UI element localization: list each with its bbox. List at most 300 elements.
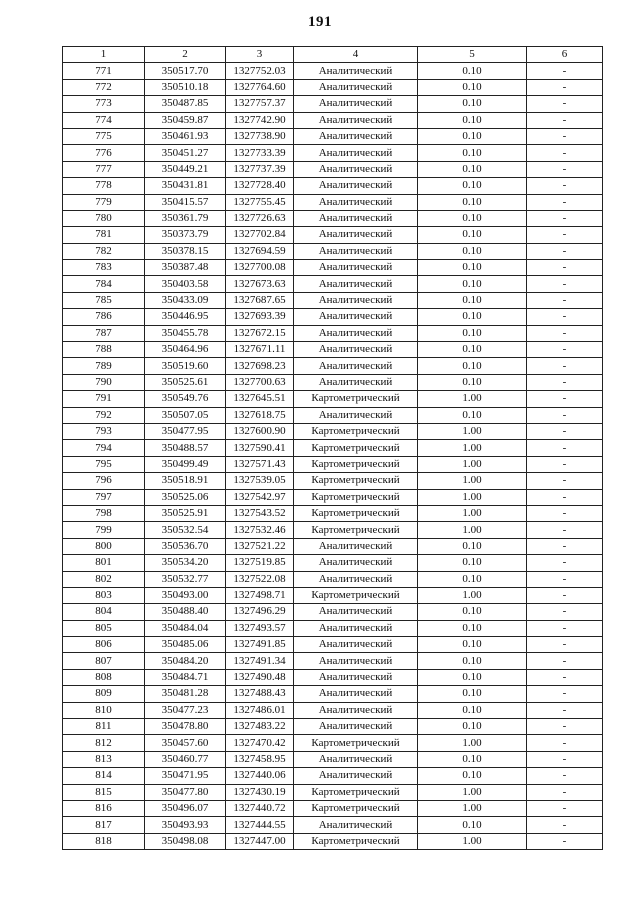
x-coordinate-cell: 350373.79 — [145, 227, 226, 243]
point-number-cell: 792 — [63, 407, 145, 423]
note-cell: - — [527, 800, 603, 816]
y-coordinate-cell: 1327764.60 — [226, 79, 294, 95]
accuracy-cell: 1.00 — [418, 784, 527, 800]
method-cell: Аналитический — [294, 128, 418, 144]
point-number-cell: 807 — [63, 653, 145, 669]
column-header: 1 — [63, 47, 145, 63]
y-coordinate-cell: 1327430.19 — [226, 784, 294, 800]
x-coordinate-cell: 350532.77 — [145, 571, 226, 587]
table-row — [63, 637, 603, 653]
y-coordinate-cell: 1327543.52 — [226, 505, 294, 521]
y-coordinate-cell: 1327737.39 — [226, 161, 294, 177]
note-cell: - — [527, 374, 603, 390]
accuracy-cell: 1.00 — [418, 587, 527, 603]
method-cell: Аналитический — [294, 178, 418, 194]
table-row — [63, 178, 603, 194]
accuracy-cell: 0.10 — [418, 817, 527, 833]
coordinates-table — [62, 46, 603, 850]
method-cell: Аналитический — [294, 817, 418, 833]
note-cell: - — [527, 702, 603, 718]
accuracy-cell: 0.10 — [418, 145, 527, 161]
y-coordinate-cell: 1327440.72 — [226, 800, 294, 816]
method-cell: Картометрический — [294, 505, 418, 521]
y-coordinate-cell: 1327618.75 — [226, 407, 294, 423]
point-number-cell: 818 — [63, 833, 145, 849]
method-cell: Аналитический — [294, 669, 418, 685]
note-cell: - — [527, 128, 603, 144]
x-coordinate-cell: 350464.96 — [145, 342, 226, 358]
point-number-cell: 811 — [63, 719, 145, 735]
table-row — [63, 79, 603, 95]
y-coordinate-cell: 1327488.43 — [226, 686, 294, 702]
accuracy-cell: 1.00 — [418, 473, 527, 489]
x-coordinate-cell: 350525.06 — [145, 489, 226, 505]
accuracy-cell: 0.10 — [418, 161, 527, 177]
point-number-cell: 810 — [63, 702, 145, 718]
point-number-cell: 801 — [63, 555, 145, 571]
accuracy-cell: 0.10 — [418, 112, 527, 128]
accuracy-cell: 0.10 — [418, 637, 527, 653]
point-number-cell: 782 — [63, 243, 145, 259]
note-cell: - — [527, 784, 603, 800]
note-cell: - — [527, 538, 603, 554]
table-row — [63, 800, 603, 816]
note-cell: - — [527, 276, 603, 292]
note-cell: - — [527, 309, 603, 325]
accuracy-cell: 1.00 — [418, 505, 527, 521]
y-coordinate-cell: 1327600.90 — [226, 423, 294, 439]
accuracy-cell: 1.00 — [418, 489, 527, 505]
method-cell: Аналитический — [294, 555, 418, 571]
x-coordinate-cell: 350481.28 — [145, 686, 226, 702]
table-header-row — [63, 47, 603, 63]
note-cell: - — [527, 473, 603, 489]
x-coordinate-cell: 350549.76 — [145, 391, 226, 407]
method-cell: Аналитический — [294, 342, 418, 358]
x-coordinate-cell: 350525.91 — [145, 505, 226, 521]
note-cell: - — [527, 96, 603, 112]
table-row — [63, 587, 603, 603]
x-coordinate-cell: 350457.60 — [145, 735, 226, 751]
accuracy-cell: 0.10 — [418, 63, 527, 79]
table-row — [63, 292, 603, 308]
note-cell: - — [527, 112, 603, 128]
point-number-cell: 787 — [63, 325, 145, 341]
x-coordinate-cell: 350488.40 — [145, 604, 226, 620]
accuracy-cell: 0.10 — [418, 407, 527, 423]
table-row — [63, 751, 603, 767]
x-coordinate-cell: 350361.79 — [145, 210, 226, 226]
y-coordinate-cell: 1327496.29 — [226, 604, 294, 620]
x-coordinate-cell: 350431.81 — [145, 178, 226, 194]
method-cell: Аналитический — [294, 210, 418, 226]
accuracy-cell: 0.10 — [418, 276, 527, 292]
point-number-cell: 798 — [63, 505, 145, 521]
y-coordinate-cell: 1327519.85 — [226, 555, 294, 571]
accuracy-cell: 1.00 — [418, 833, 527, 849]
table-row — [63, 407, 603, 423]
method-cell: Картометрический — [294, 784, 418, 800]
method-cell: Аналитический — [294, 112, 418, 128]
point-number-cell: 809 — [63, 686, 145, 702]
note-cell: - — [527, 423, 603, 439]
accuracy-cell: 0.10 — [418, 358, 527, 374]
method-cell: Картометрический — [294, 456, 418, 472]
y-coordinate-cell: 1327671.11 — [226, 342, 294, 358]
table-row — [63, 391, 603, 407]
note-cell: - — [527, 440, 603, 456]
y-coordinate-cell: 1327733.39 — [226, 145, 294, 161]
accuracy-cell: 0.10 — [418, 194, 527, 210]
note-cell: - — [527, 653, 603, 669]
point-number-cell: 791 — [63, 391, 145, 407]
x-coordinate-cell: 350477.23 — [145, 702, 226, 718]
note-cell: - — [527, 686, 603, 702]
table-row — [63, 555, 603, 571]
table-row — [63, 653, 603, 669]
accuracy-cell: 1.00 — [418, 522, 527, 538]
method-cell: Аналитический — [294, 686, 418, 702]
x-coordinate-cell: 350487.85 — [145, 96, 226, 112]
method-cell: Аналитический — [294, 620, 418, 636]
note-cell: - — [527, 292, 603, 308]
accuracy-cell: 0.10 — [418, 620, 527, 636]
method-cell: Аналитический — [294, 292, 418, 308]
x-coordinate-cell: 350488.57 — [145, 440, 226, 456]
x-coordinate-cell: 350525.61 — [145, 374, 226, 390]
y-coordinate-cell: 1327738.90 — [226, 128, 294, 144]
note-cell: - — [527, 555, 603, 571]
accuracy-cell: 1.00 — [418, 735, 527, 751]
method-cell: Картометрический — [294, 440, 418, 456]
method-cell: Картометрический — [294, 423, 418, 439]
accuracy-cell: 0.10 — [418, 751, 527, 767]
accuracy-cell: 0.10 — [418, 538, 527, 554]
y-coordinate-cell: 1327491.34 — [226, 653, 294, 669]
table-row — [63, 604, 603, 620]
accuracy-cell: 0.10 — [418, 260, 527, 276]
y-coordinate-cell: 1327672.15 — [226, 325, 294, 341]
x-coordinate-cell: 350485.06 — [145, 637, 226, 653]
note-cell: - — [527, 587, 603, 603]
y-coordinate-cell: 1327498.71 — [226, 587, 294, 603]
point-number-cell: 771 — [63, 63, 145, 79]
note-cell: - — [527, 178, 603, 194]
table-row — [63, 571, 603, 587]
point-number-cell: 773 — [63, 96, 145, 112]
accuracy-cell: 0.10 — [418, 342, 527, 358]
note-cell: - — [527, 489, 603, 505]
point-number-cell: 816 — [63, 800, 145, 816]
y-coordinate-cell: 1327440.06 — [226, 768, 294, 784]
x-coordinate-cell: 350536.70 — [145, 538, 226, 554]
method-cell: Картометрический — [294, 800, 418, 816]
x-coordinate-cell: 350518.91 — [145, 473, 226, 489]
y-coordinate-cell: 1327728.40 — [226, 178, 294, 194]
table-row — [63, 145, 603, 161]
method-cell: Картометрический — [294, 522, 418, 538]
point-number-cell: 775 — [63, 128, 145, 144]
table-row — [63, 161, 603, 177]
y-coordinate-cell: 1327444.55 — [226, 817, 294, 833]
x-coordinate-cell: 350403.58 — [145, 276, 226, 292]
x-coordinate-cell: 350493.93 — [145, 817, 226, 833]
table-row — [63, 456, 603, 472]
x-coordinate-cell: 350493.00 — [145, 587, 226, 603]
method-cell: Картометрический — [294, 833, 418, 849]
note-cell: - — [527, 145, 603, 161]
note-cell: - — [527, 407, 603, 423]
point-number-cell: 790 — [63, 374, 145, 390]
point-number-cell: 812 — [63, 735, 145, 751]
point-number-cell: 779 — [63, 194, 145, 210]
x-coordinate-cell: 350498.08 — [145, 833, 226, 849]
table-row — [63, 243, 603, 259]
x-coordinate-cell: 350471.95 — [145, 768, 226, 784]
table-row — [63, 719, 603, 735]
page-number: 191 — [308, 14, 332, 30]
column-header: 3 — [226, 47, 294, 63]
note-cell: - — [527, 637, 603, 653]
table-row — [63, 210, 603, 226]
table-row — [63, 96, 603, 112]
x-coordinate-cell: 350460.77 — [145, 751, 226, 767]
note-cell: - — [527, 505, 603, 521]
table-row — [63, 686, 603, 702]
x-coordinate-cell: 350534.20 — [145, 555, 226, 571]
table-row — [63, 735, 603, 751]
note-cell: - — [527, 833, 603, 849]
y-coordinate-cell: 1327673.63 — [226, 276, 294, 292]
note-cell: - — [527, 161, 603, 177]
table-row — [63, 63, 603, 79]
point-number-cell: 780 — [63, 210, 145, 226]
accuracy-cell: 0.10 — [418, 768, 527, 784]
x-coordinate-cell: 350459.87 — [145, 112, 226, 128]
method-cell: Аналитический — [294, 63, 418, 79]
method-cell: Аналитический — [294, 374, 418, 390]
point-number-cell: 788 — [63, 342, 145, 358]
accuracy-cell: 0.10 — [418, 325, 527, 341]
y-coordinate-cell: 1327590.41 — [226, 440, 294, 456]
x-coordinate-cell: 350446.95 — [145, 309, 226, 325]
y-coordinate-cell: 1327542.97 — [226, 489, 294, 505]
note-cell: - — [527, 79, 603, 95]
y-coordinate-cell: 1327698.23 — [226, 358, 294, 374]
table-row — [63, 817, 603, 833]
y-coordinate-cell: 1327702.84 — [226, 227, 294, 243]
column-header: 2 — [145, 47, 226, 63]
table-row — [63, 833, 603, 849]
point-number-cell: 793 — [63, 423, 145, 439]
note-cell: - — [527, 391, 603, 407]
method-cell: Аналитический — [294, 79, 418, 95]
method-cell: Аналитический — [294, 571, 418, 587]
method-cell: Аналитический — [294, 702, 418, 718]
accuracy-cell: 0.10 — [418, 96, 527, 112]
method-cell: Аналитический — [294, 358, 418, 374]
y-coordinate-cell: 1327757.37 — [226, 96, 294, 112]
column-header: 4 — [294, 47, 418, 63]
point-number-cell: 817 — [63, 817, 145, 833]
x-coordinate-cell: 350461.93 — [145, 128, 226, 144]
table-row — [63, 374, 603, 390]
method-cell: Аналитический — [294, 260, 418, 276]
method-cell: Аналитический — [294, 653, 418, 669]
point-number-cell: 796 — [63, 473, 145, 489]
point-number-cell: 786 — [63, 309, 145, 325]
y-coordinate-cell: 1327522.08 — [226, 571, 294, 587]
y-coordinate-cell: 1327490.48 — [226, 669, 294, 685]
table-row — [63, 358, 603, 374]
y-coordinate-cell: 1327539.05 — [226, 473, 294, 489]
method-cell: Картометрический — [294, 473, 418, 489]
note-cell: - — [527, 817, 603, 833]
method-cell: Аналитический — [294, 243, 418, 259]
point-number-cell: 813 — [63, 751, 145, 767]
accuracy-cell: 0.10 — [418, 292, 527, 308]
accuracy-cell: 1.00 — [418, 440, 527, 456]
accuracy-cell: 0.10 — [418, 128, 527, 144]
table-row — [63, 522, 603, 538]
point-number-cell: 795 — [63, 456, 145, 472]
note-cell: - — [527, 604, 603, 620]
accuracy-cell: 0.10 — [418, 79, 527, 95]
y-coordinate-cell: 1327470.42 — [226, 735, 294, 751]
accuracy-cell: 1.00 — [418, 456, 527, 472]
method-cell: Аналитический — [294, 194, 418, 210]
accuracy-cell: 0.10 — [418, 309, 527, 325]
y-coordinate-cell: 1327486.01 — [226, 702, 294, 718]
method-cell: Аналитический — [294, 161, 418, 177]
method-cell: Картометрический — [294, 587, 418, 603]
accuracy-cell: 0.10 — [418, 555, 527, 571]
accuracy-cell: 0.10 — [418, 702, 527, 718]
table-row — [63, 440, 603, 456]
table-row — [63, 423, 603, 439]
point-number-cell: 772 — [63, 79, 145, 95]
x-coordinate-cell: 350484.71 — [145, 669, 226, 685]
point-number-cell: 781 — [63, 227, 145, 243]
note-cell: - — [527, 735, 603, 751]
method-cell: Картометрический — [294, 391, 418, 407]
table-row — [63, 325, 603, 341]
point-number-cell: 800 — [63, 538, 145, 554]
method-cell: Аналитический — [294, 768, 418, 784]
table-row — [63, 473, 603, 489]
x-coordinate-cell: 350415.57 — [145, 194, 226, 210]
accuracy-cell: 0.10 — [418, 178, 527, 194]
y-coordinate-cell: 1327483.22 — [226, 719, 294, 735]
y-coordinate-cell: 1327447.00 — [226, 833, 294, 849]
method-cell: Аналитический — [294, 604, 418, 620]
accuracy-cell: 0.10 — [418, 653, 527, 669]
accuracy-cell: 0.10 — [418, 243, 527, 259]
y-coordinate-cell: 1327700.63 — [226, 374, 294, 390]
note-cell: - — [527, 571, 603, 587]
x-coordinate-cell: 350484.04 — [145, 620, 226, 636]
x-coordinate-cell: 350532.54 — [145, 522, 226, 538]
method-cell: Аналитический — [294, 751, 418, 767]
table-row — [63, 489, 603, 505]
method-cell: Картометрический — [294, 735, 418, 751]
x-coordinate-cell: 350433.09 — [145, 292, 226, 308]
y-coordinate-cell: 1327694.59 — [226, 243, 294, 259]
point-number-cell: 815 — [63, 784, 145, 800]
method-cell: Аналитический — [294, 309, 418, 325]
y-coordinate-cell: 1327532.46 — [226, 522, 294, 538]
x-coordinate-cell: 350510.18 — [145, 79, 226, 95]
method-cell: Аналитический — [294, 325, 418, 341]
point-number-cell: 799 — [63, 522, 145, 538]
table-row — [63, 260, 603, 276]
table-row — [63, 342, 603, 358]
table-row — [63, 620, 603, 636]
accuracy-cell: 0.10 — [418, 571, 527, 587]
note-cell: - — [527, 522, 603, 538]
x-coordinate-cell: 350477.80 — [145, 784, 226, 800]
note-cell: - — [527, 227, 603, 243]
accuracy-cell: 0.10 — [418, 604, 527, 620]
note-cell: - — [527, 260, 603, 276]
note-cell: - — [527, 342, 603, 358]
accuracy-cell: 0.10 — [418, 227, 527, 243]
point-number-cell: 814 — [63, 768, 145, 784]
method-cell: Аналитический — [294, 276, 418, 292]
table-row — [63, 194, 603, 210]
x-coordinate-cell: 350507.05 — [145, 407, 226, 423]
method-cell: Аналитический — [294, 538, 418, 554]
point-number-cell: 784 — [63, 276, 145, 292]
point-number-cell: 797 — [63, 489, 145, 505]
y-coordinate-cell: 1327693.39 — [226, 309, 294, 325]
x-coordinate-cell: 350499.49 — [145, 456, 226, 472]
y-coordinate-cell: 1327521.22 — [226, 538, 294, 554]
accuracy-cell: 1.00 — [418, 800, 527, 816]
table-row — [63, 309, 603, 325]
table-row — [63, 784, 603, 800]
y-coordinate-cell: 1327752.03 — [226, 63, 294, 79]
accuracy-cell: 1.00 — [418, 423, 527, 439]
point-number-cell: 794 — [63, 440, 145, 456]
note-cell: - — [527, 751, 603, 767]
point-number-cell: 789 — [63, 358, 145, 374]
y-coordinate-cell: 1327571.43 — [226, 456, 294, 472]
point-number-cell: 785 — [63, 292, 145, 308]
table-row — [63, 112, 603, 128]
accuracy-cell: 1.00 — [418, 391, 527, 407]
accuracy-cell: 0.10 — [418, 719, 527, 735]
y-coordinate-cell: 1327491.85 — [226, 637, 294, 653]
point-number-cell: 783 — [63, 260, 145, 276]
point-number-cell: 805 — [63, 620, 145, 636]
point-number-cell: 802 — [63, 571, 145, 587]
x-coordinate-cell: 350387.48 — [145, 260, 226, 276]
point-number-cell: 806 — [63, 637, 145, 653]
y-coordinate-cell: 1327687.65 — [226, 292, 294, 308]
accuracy-cell: 0.10 — [418, 686, 527, 702]
method-cell: Аналитический — [294, 227, 418, 243]
y-coordinate-cell: 1327493.57 — [226, 620, 294, 636]
point-number-cell: 777 — [63, 161, 145, 177]
x-coordinate-cell: 350378.15 — [145, 243, 226, 259]
note-cell: - — [527, 669, 603, 685]
method-cell: Аналитический — [294, 407, 418, 423]
x-coordinate-cell: 350484.20 — [145, 653, 226, 669]
method-cell: Аналитический — [294, 145, 418, 161]
note-cell: - — [527, 194, 603, 210]
note-cell: - — [527, 358, 603, 374]
